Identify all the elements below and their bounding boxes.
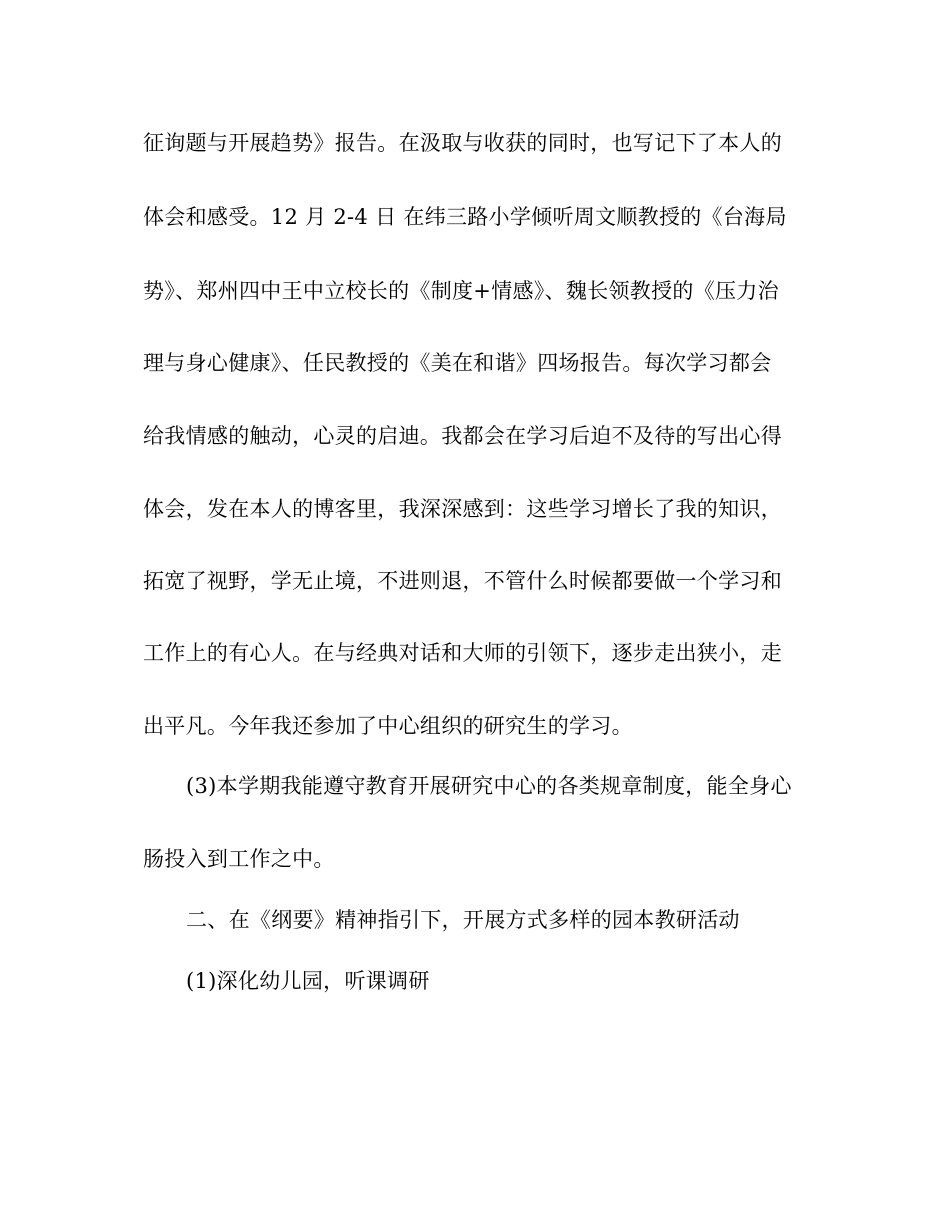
paragraph-line-9: 出平凡。今年我还参加了中心组织的研究生的学习。 [143, 714, 633, 738]
paragraph-line-7: 拓宽了视野，学无止境，不进则退，不管什么时候都要做一个学习和 [143, 569, 782, 593]
paragraph-line-8: 工作上的有心人。在与经典对话和大师的引领下，逐步走出狭小，走 [143, 641, 782, 665]
paragraph-line-11: 肠投入到工作之中。 [143, 847, 335, 871]
paragraph-line-2: 体会和感受。12 月 2-4 日 在纬三路小学倾听周文顺教授的《台海局 [143, 205, 787, 229]
paragraph-line-1: 征询题与开展趋势》报告。在汲取与收获的同时，也写记下了本人的 [143, 131, 782, 155]
paragraph-line-4: 理与身心健康》、任民教授的《美在和谐》四场报告。每次学习都会 [143, 351, 772, 375]
paragraph-line-6: 体会，发在本人的博客里，我深深感到：这些学习增长了我的知识， [143, 497, 782, 521]
paragraph-line-10: (3)本学期我能遵守教育开展研究中心的各类规章制度，能全身心 [186, 774, 792, 798]
paragraph-line-5: 给我情感的触动，心灵的启迪。我都会在学习后迫不及待的写出心得 [143, 424, 782, 448]
paragraph-line-3: 势》、郑州四中王中立校长的《制度+情感》、魏长领教授的《压力治 [143, 279, 779, 303]
section-heading: 二、在《纲要》精神指引下，开展方式多样的园本教研活动 [186, 908, 740, 932]
subsection-heading: (1)深化幼儿园，听课调研 [186, 969, 430, 993]
